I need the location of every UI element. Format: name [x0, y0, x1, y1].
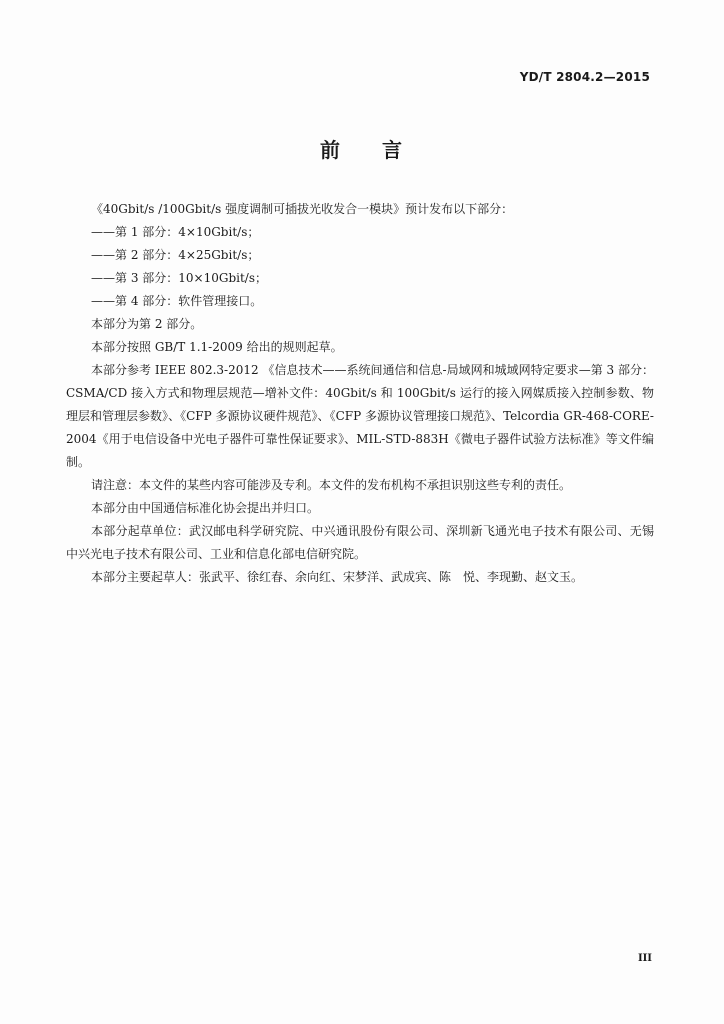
- this-part-statement: 本部分为第 2 部分。: [91, 317, 203, 331]
- drafters-paragraph: 本部分主要起草人：张武平、徐红春、余向红、宋梦洋、武成宾、陈 悦、李现勤、赵文玉。: [91, 570, 584, 584]
- part-list-item-4: ——第 4 部分：软件管理接口。: [91, 294, 263, 308]
- part-list-item-2: ——第 2 部分：4×25Gbit/s；: [91, 248, 260, 262]
- drafting-units-paragraph: 本部分起草单位：武汉邮电科学研究院、中兴通讯股份有限公司、深圳新飞通光电子技术有限公司、无锡中兴光电子技术有限公司、工业和信息化部电信研究院。: [66, 524, 654, 561]
- patent-notice: 请注意：本文件的某些内容可能涉及专利。本文件的发布机构不承担识别这些专利的责任。: [91, 478, 572, 492]
- title-char-1: 前: [320, 138, 342, 162]
- part-list-item-3: ——第 3 部分：10×10Gbit/s；: [91, 271, 267, 285]
- proposed-by-statement: 本部分由中国通信标准化协会提出并归口。: [91, 501, 320, 515]
- title-char-2: 言: [382, 138, 404, 162]
- references-paragraph: 本部分参考 IEEE 802.3-2012 《信息技术——系统间通信和信息-局域网和城域网特定要求—第 3 部分：CSMA/CD 接入方式和物理层规范—增补文件：40Gbit/s 和 100Gbit/s 运行的接入网媒质接入控制参数、物理层和管理层参数》、《CFP 多源协议硬件规范》、《CFP 多源协议管理接口规范》、Telcordia GR-468-CORE-2004《用于电信设备中光电子器件可靠性保证要求》、MIL-STD-883H《微电子器件试验方法标准》等文件编制。: [66, 363, 654, 469]
- foreword-body: [66, 198, 654, 589]
- page-number: III: [637, 953, 652, 964]
- drafting-rules-statement: 本部分按照 GB/T 1.1-2009 给出的规则起草。: [91, 340, 343, 354]
- page-title: [0, 134, 724, 163]
- intro-paragraph: 《40Gbit/s /100Gbit/s 强度调制可插拔光收发合一模块》预计发布以下部分：: [91, 202, 514, 216]
- standard-code: YD/T 2804.2—2015: [519, 70, 650, 84]
- part-list-item-1: ——第 1 部分：4×10Gbit/s；: [91, 225, 260, 239]
